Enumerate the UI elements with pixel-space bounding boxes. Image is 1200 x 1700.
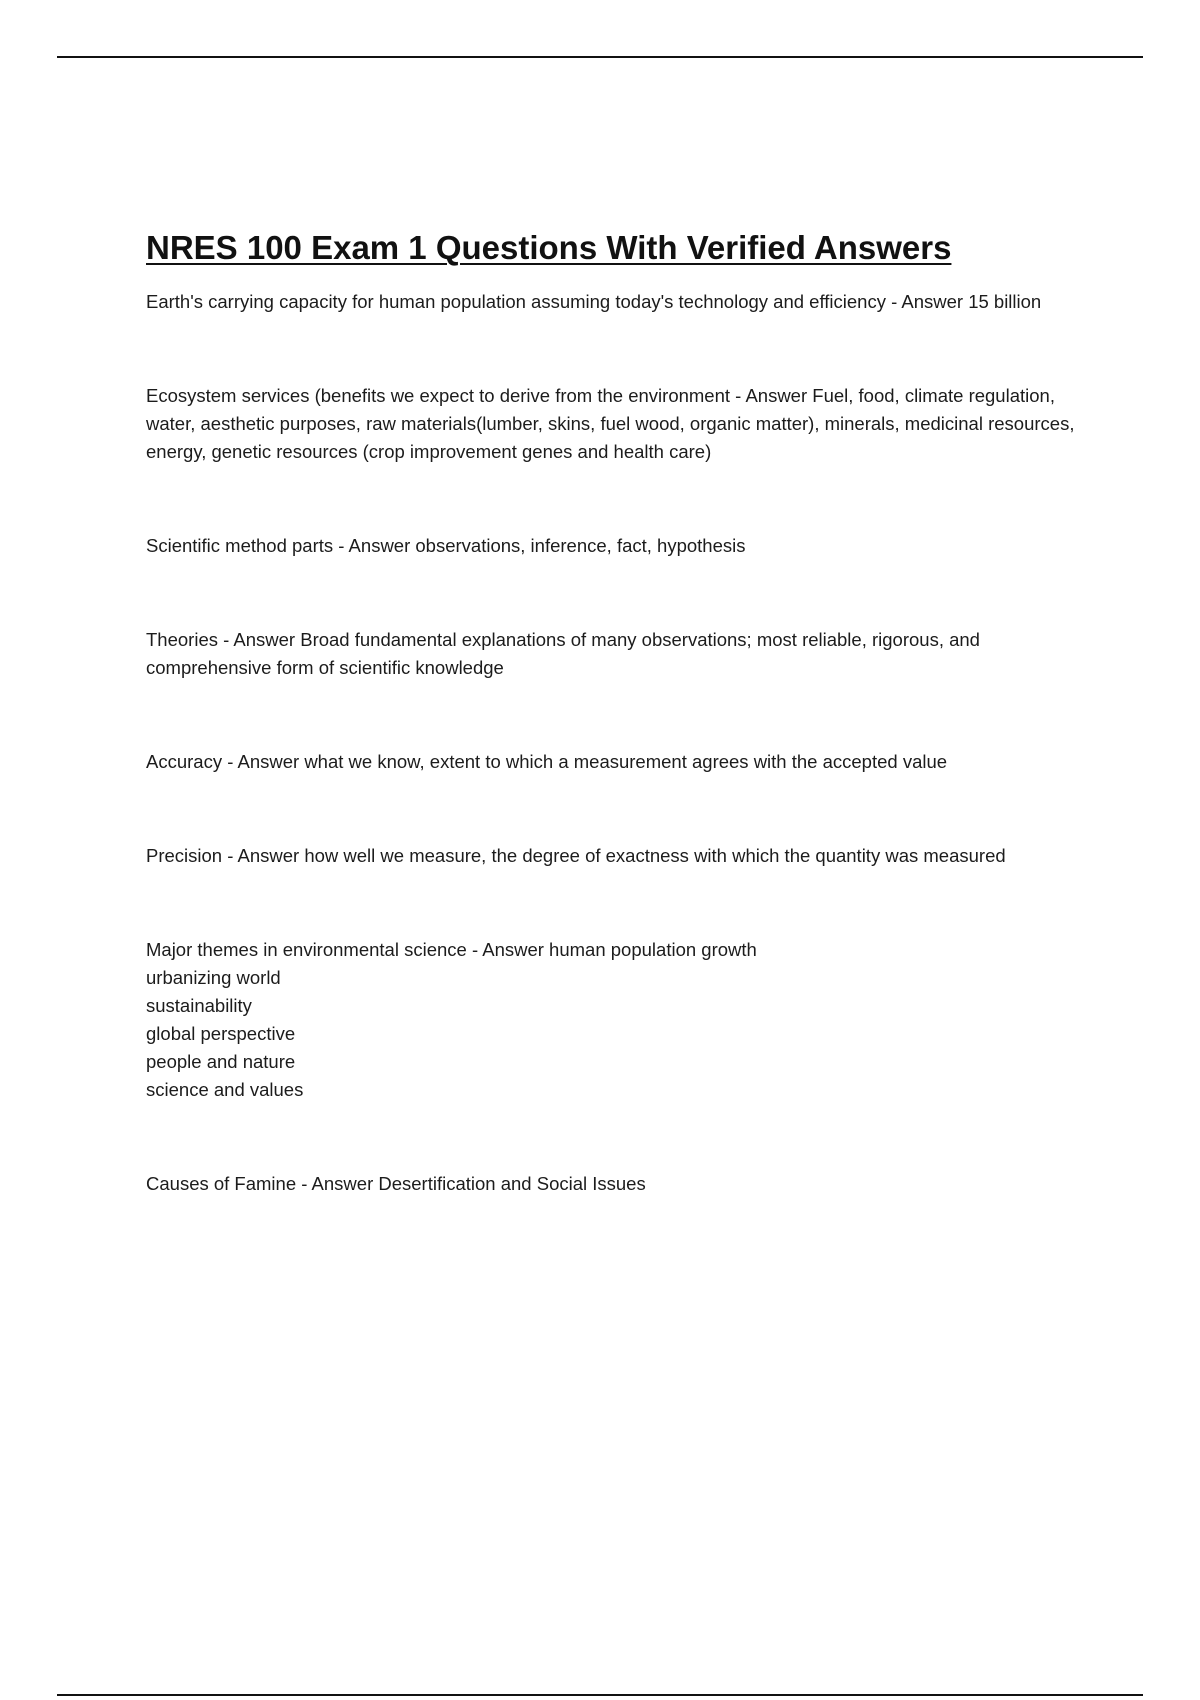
qa-ecosystem-services: Ecosystem services (benefits we expect to derive from the environment - Answer Fuel, food, climate regulation, water, aesthetic purposes, raw materials(lumber, skins, fuel wood, organic matter), minerals, medicinal resources, energy, genetic resources (crop improvement genes and health care) [146,385,1075,462]
document-title: NRES 100 Exam 1 Questions With Verified Answers [146,229,952,266]
theme-item: urbanizing world [146,967,281,988]
theme-item: people and nature [146,1051,296,1072]
bottom-rule [57,1694,1143,1696]
qa-precision: Precision - Answer how well we measure, the degree of exactness with which the quantity was measured [146,845,1006,866]
theme-item: sustainability [146,995,252,1016]
theme-item: global perspective [146,1023,296,1044]
qa-theories: Theories - Answer Broad fundamental explanations of many observations; most reliable, rigorous, and comprehensive form of scientific knowledge [146,629,980,678]
top-rule [57,56,1143,58]
qa-accuracy: Accuracy - Answer what we know, extent to which a measurement agrees with the accepted value [146,751,948,772]
qa-scientific-method: Scientific method parts - Answer observations, inference, fact, hypothesis [146,535,746,556]
qa-carrying-capacity: Earth's carrying capacity for human population assuming today's technology and efficiency - Answer 15 billion [146,291,1042,312]
themes-question: Major themes in environmental science - Answer human population growth [146,939,757,960]
qa-famine: Causes of Famine - Answer Desertification and Social Issues [146,1173,646,1194]
document-body [146,226,1086,1198]
theme-item: science and values [146,1079,304,1100]
qa-major-themes [146,936,1086,1104]
